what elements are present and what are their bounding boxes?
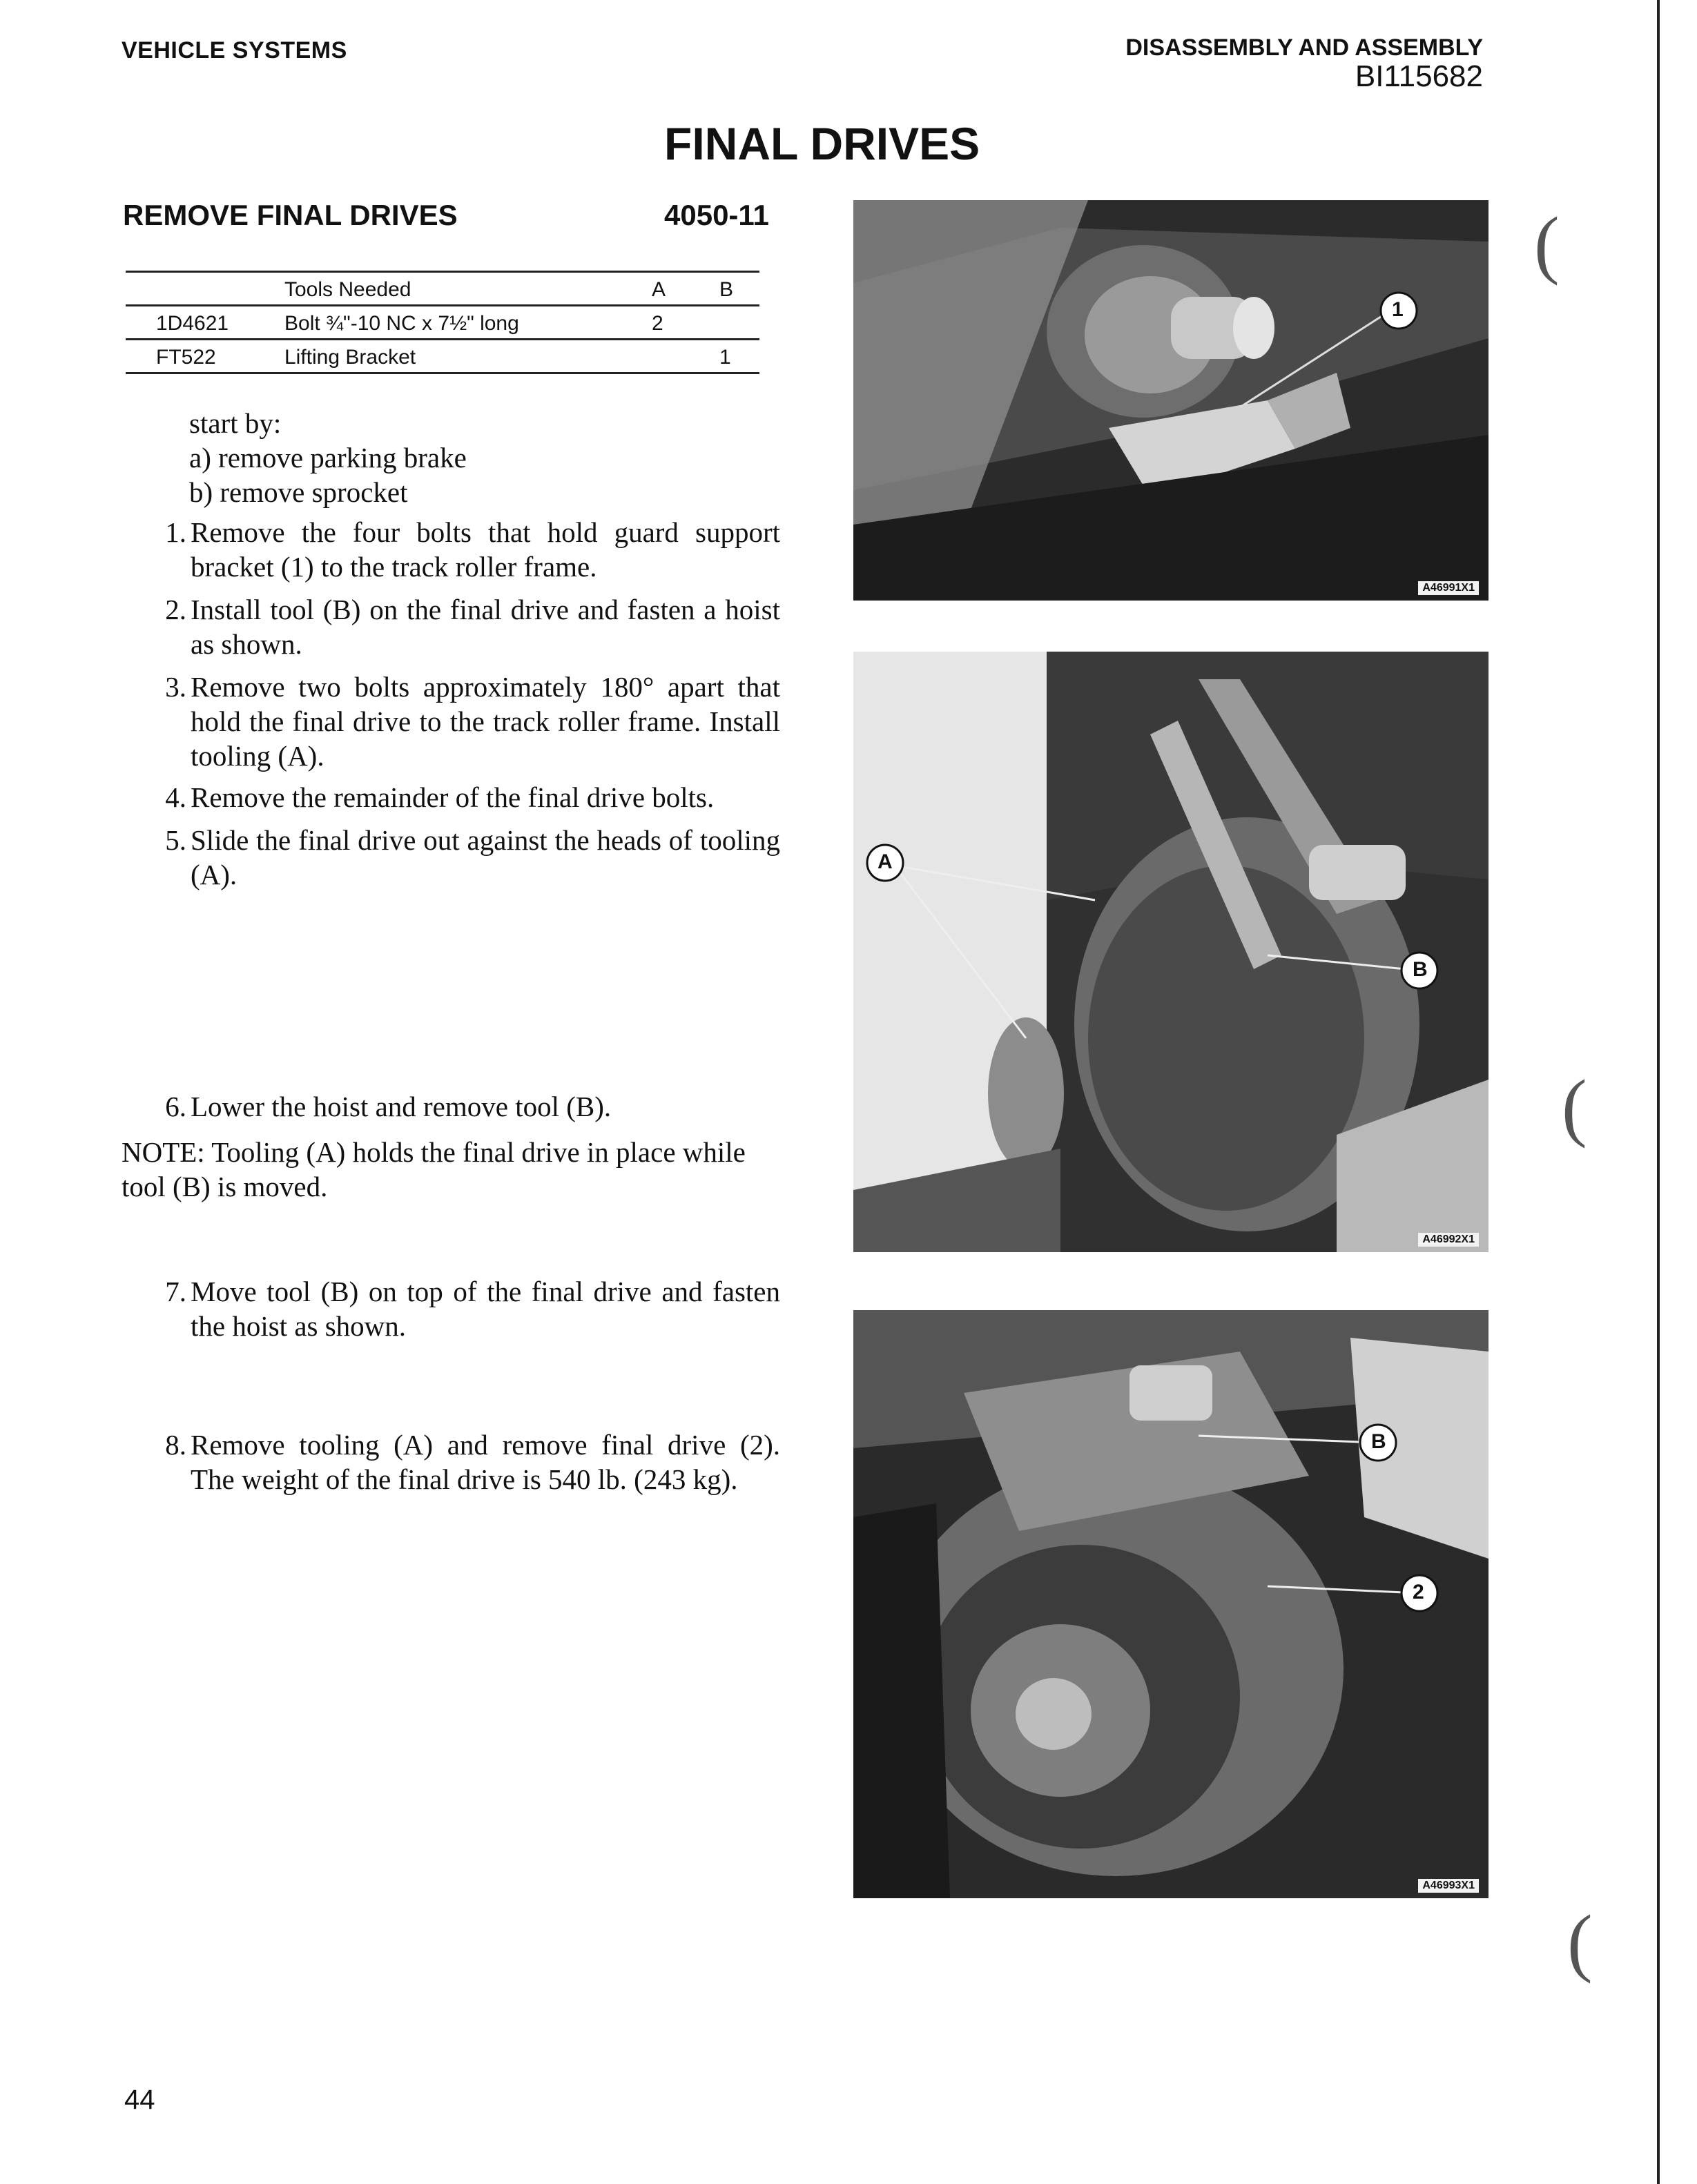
tools-header-col-b: B (719, 278, 734, 301)
callout-label: 2 (1413, 1581, 1424, 1603)
figure-3-illustration (853, 1310, 1488, 1898)
header-right: DISASSEMBLY AND ASSEMBLY (1125, 35, 1483, 61)
binder-hole-mark: ( (1567, 1900, 1593, 1984)
step-text: Slide the final drive out against the heads of tooling (A). (191, 824, 780, 890)
figure-2-illustration (853, 652, 1488, 1252)
step-text: Lower the hoist and remove tool (B). (191, 1091, 612, 1122)
figure-id: A46993X1 (1418, 1879, 1479, 1893)
step-5 (145, 823, 780, 892)
callout-label: B (1413, 958, 1428, 981)
header-left: VEHICLE SYSTEMS (122, 37, 347, 64)
tools-header-label: Tools Needed (284, 278, 411, 301)
step-text: Install tool (B) on the final drive and fasten a hoist as shown. (191, 594, 780, 660)
tools-table (126, 271, 759, 374)
step-number: 3. (165, 671, 186, 703)
tools-table-header (126, 271, 759, 306)
tool-part-number: 1D4621 (156, 312, 229, 335)
callout-label: 1 (1392, 298, 1404, 321)
step-number: 8. (165, 1429, 186, 1461)
step-number: 2. (165, 594, 186, 625)
figure-3-photo (853, 1310, 1488, 1898)
tools-header-col-a: A (652, 278, 666, 301)
tool-qty-b: 1 (719, 346, 731, 369)
start-by-block (189, 406, 467, 509)
page-number: 44 (124, 2085, 155, 2115)
step-1 (145, 515, 780, 584)
figure-1-illustration (853, 200, 1488, 601)
step-2 (145, 592, 780, 661)
page-edge (1657, 0, 1660, 2184)
figure-id: A46991X1 (1418, 581, 1479, 595)
step-number: 4. (165, 781, 186, 813)
step-text: Remove the remainder of the final drive bolts. (191, 781, 715, 813)
start-by-item: a) remove parking brake (189, 442, 467, 474)
step-text: Remove tooling (A) and remove final drive (2). The weight of the final drive is 540 lb. (243 kg). (191, 1429, 780, 1495)
table-row (126, 340, 759, 374)
callout-label: A (877, 850, 893, 873)
step-3 (145, 670, 780, 773)
section-title: REMOVE FINAL DRIVES (123, 199, 458, 231)
tool-part-number: FT522 (156, 346, 216, 369)
step-number: 6. (165, 1091, 186, 1122)
callout-label: B (1371, 1430, 1386, 1453)
start-by-item: b) remove sprocket (189, 476, 408, 508)
page-title: FINAL DRIVES (664, 118, 980, 169)
tool-qty-a: 2 (652, 312, 663, 335)
start-by-label: start by: (189, 407, 282, 439)
document-code: BI115682 (1355, 59, 1483, 93)
step-number: 1. (165, 516, 186, 548)
binder-hole-mark: ( (1562, 1064, 1587, 1149)
step-4 (145, 780, 780, 815)
step-text: Remove the four bolts that hold guard support bracket (1) to the track roller frame. (191, 516, 780, 583)
step-6 (145, 1089, 780, 1124)
note: NOTE: Tooling (A) holds the final drive in place while tool (B) is moved. (122, 1136, 746, 1202)
section-code: 4050-11 (664, 199, 769, 231)
step-text: Remove two bolts approximately 180° apart that hold the final drive to the track roller frame. Install tooling (A). (191, 671, 780, 772)
step-number: 7. (165, 1276, 186, 1307)
step-text: Move tool (B) on top of the final drive and fasten the hoist as shown. (191, 1276, 780, 1342)
figure-2-photo (853, 652, 1488, 1252)
tool-description: Bolt ¾"-10 NC x 7½" long (284, 312, 519, 335)
table-row (126, 306, 759, 340)
step-7 (145, 1274, 780, 1343)
binder-hole-mark: ( (1534, 202, 1560, 286)
step-number: 5. (165, 824, 186, 856)
step-8 (145, 1427, 780, 1496)
tool-description: Lifting Bracket (284, 346, 416, 369)
figure-1-photo (853, 200, 1488, 601)
figure-id: A46992X1 (1418, 1233, 1479, 1247)
